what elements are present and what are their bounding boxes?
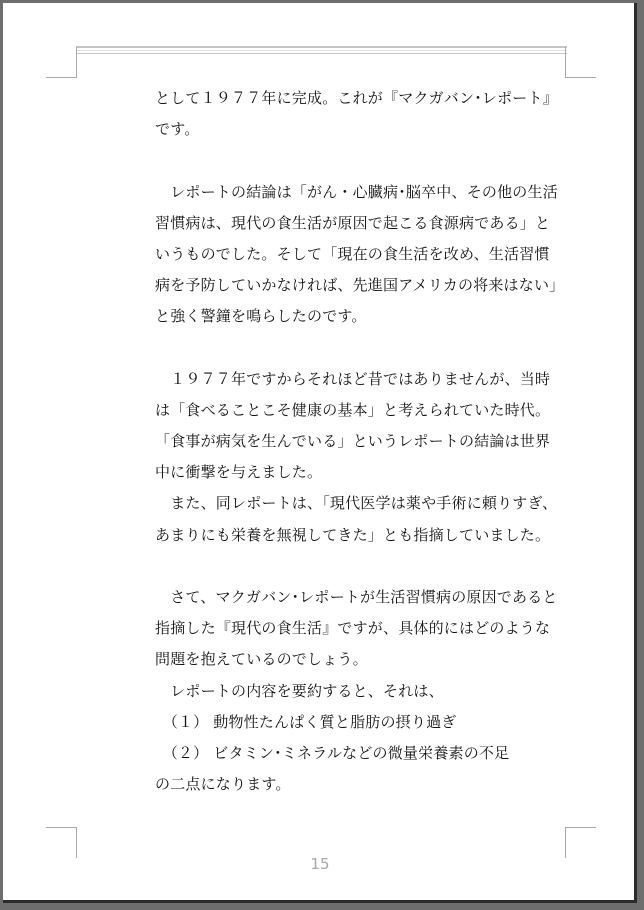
text-line: 習慣病は、現代の食生活が原因で起こる食源病である」と [155,213,551,232]
paragraph-gap [155,145,575,176]
text-line: １９７７年ですからそれほど昔ではありませんが、当時 [155,369,551,388]
text-line: 中に衝撃を与えました。 [155,463,323,482]
crop-mark-bottom-left [46,827,77,858]
body-text [155,83,575,800]
text-line: 指摘した『現代の食生活』ですが、具体的にはどのような [155,619,551,638]
text-line: レポートの結論は「がん・心臓病･脳卒中、その他の生活 [155,182,558,201]
paragraph-gap [155,333,575,364]
list-item-line: （２） ビタミン･ミネラルなどの微量栄養素の不足 [155,743,510,762]
text-line: は「食べることこそ健康の基本」と考えられていた時代。 [155,400,551,419]
crop-mark-bottom-right [565,827,596,858]
page-number: 15 [310,855,330,873]
text-line: また、同レポートは、「現代医学は薬や手術に頼りすぎ、 [155,494,558,513]
crop-mark-top-left [46,47,77,78]
text-line: として１９７７年に完成。これが『マクガバン･レポート』 [155,89,558,107]
text-line: さて、マクガバン･レポートが生活習慣病の原因であると [155,588,558,606]
text-line: の二点になります。 [155,775,291,794]
text-line: です。 [155,120,200,139]
text-line: と強く警鐘を鳴らしたのです。 [155,307,367,326]
text-line: レポートの内容を要約すると、それは、 [155,681,444,700]
text-line: 病を予防していかなければ、先進国アメリカの将来はない」 [155,276,565,295]
header-rule [76,46,567,54]
list-item-line: （１） 動物性たんぱく質と脂肪の摂り過ぎ [155,712,457,731]
text-line: あまりにも栄養を無視してきた」とも指摘していました。 [155,525,551,544]
text-line: いうものでした。そして「現在の食生活を改め、生活習慣 [155,244,550,263]
paragraph-gap [155,551,575,582]
crop-mark-top-right [565,47,596,78]
text-line: 問題を抱えているのでしょう。 [155,650,368,669]
text-line: 「食事が病気を生んでいる」というレポートの結論は世界 [155,432,551,451]
document-page [3,3,637,903]
